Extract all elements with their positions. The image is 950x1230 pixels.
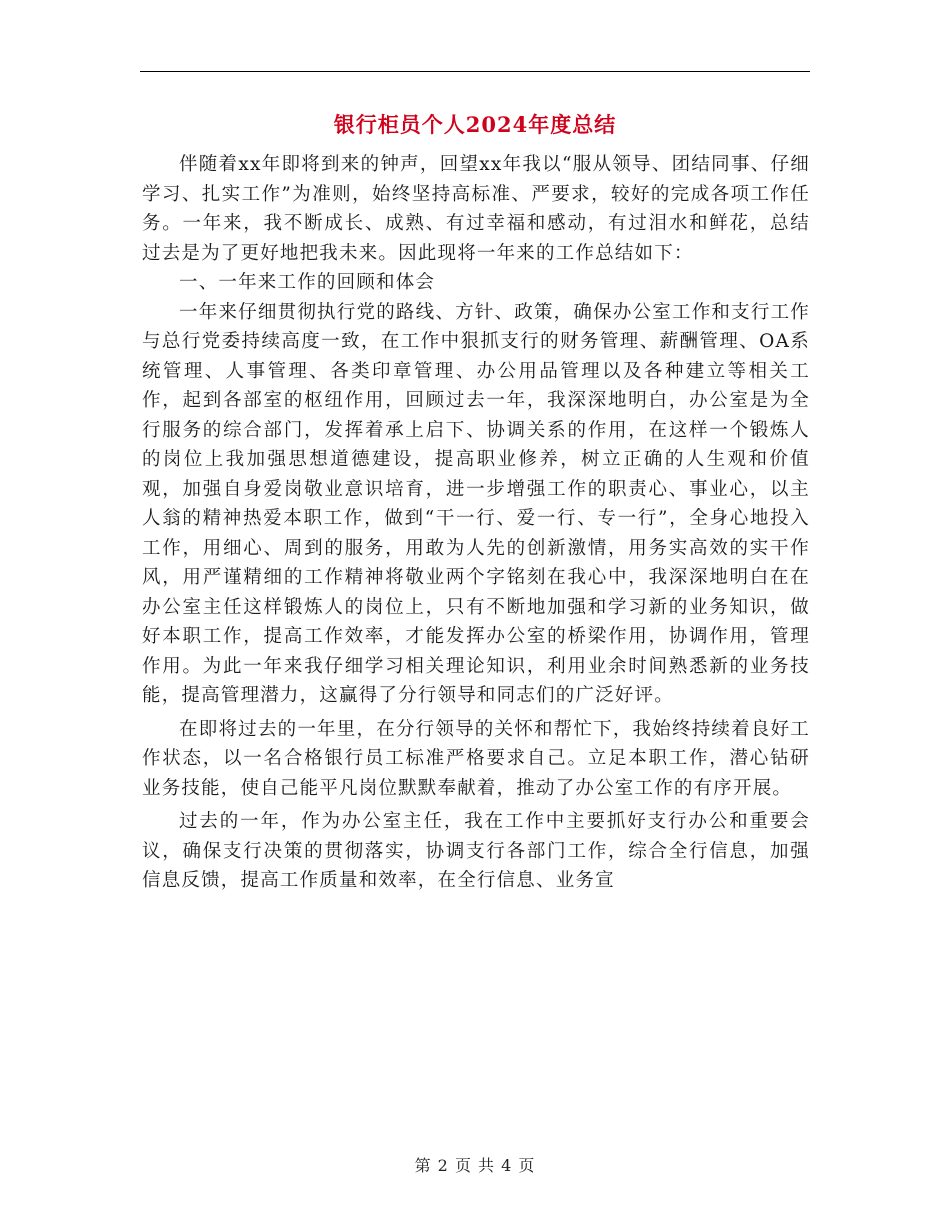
- page-number-label: 第 2 页 共 4 页: [414, 1156, 536, 1175]
- paragraph-office-work: 过去的一年，作为办公室主任，我在工作中主要抓好支行办公和重要会议，确保支行决策的贯彻落实，协调支行各部门工作，综合全行信息，加强信息反馈，提高工作质量和效率，在全行信息、业务宣: [142, 811, 810, 891]
- section-heading: 一、一年来工作的回顾和体会: [179, 272, 436, 293]
- header-rule: [140, 71, 810, 72]
- document-title: 银行柜员个人2024年度总结: [333, 112, 617, 137]
- page-footer: [0, 1153, 950, 1176]
- paragraph-review: 一年来仔细贯彻执行党的路线、方针、政策，确保办公室工作和支行工作与总行党委持续高度一致，在工作中狠抓支行的财务管理、薪酬管理、OA系统管理、人事管理、各类印章管理、办公用品管理以及各种建立等相关工作，起到各部室的枢纽作用，回顾过去一年，我深深地明白，办公室是为全行服务的综合部门，发挥着承上启下、协调关系的作用，在这样一个锻炼人的岗位上我加强思想道德建设，提高职业修养，树立正确的人生观和价值观，加强自身爱岗敬业意识培育，进一步增强工作的职责心、事业心，以主人翁的精神热爱本职工作，做到“干一行、爱一行、专一行”，全身心地投入工作，用细心、周到的服务，用敢为人先的创新激情，用务实高效的实干作风，用严谨精细的工作精神将敬业两个字铭刻在我心中，我深深地明白在在办公室主任这样锻炼人的岗位上，只有不断地加强和学习新的业务知识，做好本职工作，提高工作效率，才能发挥办公室的桥梁作用，协调作用，管理作用。为此一年来我仔细学习相关理论知识，利用业余时间熟悉新的业务技能，提高管理潜力，这赢得了分行领导和同志们的广泛好评。: [142, 301, 810, 706]
- paragraph-past-year: 在即将过去的一年里，在分行领导的关怀和帮忙下，我始终持续着良好工作状态，以一名合格银行员工标准严格要求自己。立足本职工作，潜心钻研业务技能，使自己能平凡岗位默默奉献着，推动了办公室工作的有序开展。: [142, 718, 810, 799]
- paragraph-intro: 伴随着xx年即将到来的钟声，回望xx年我以“服从领导、团结同事、仔细学习、扎实工作”为准则，始终坚持高标准、严要求，较好的完成各项工作任务。一年来，我不断成长、成熟、有过幸福和感动，有过泪水和鲜花，总结过去是为了更好地把我未来。因此现将一年来的工作总结如下：: [142, 154, 810, 264]
- document-body: [142, 150, 810, 896]
